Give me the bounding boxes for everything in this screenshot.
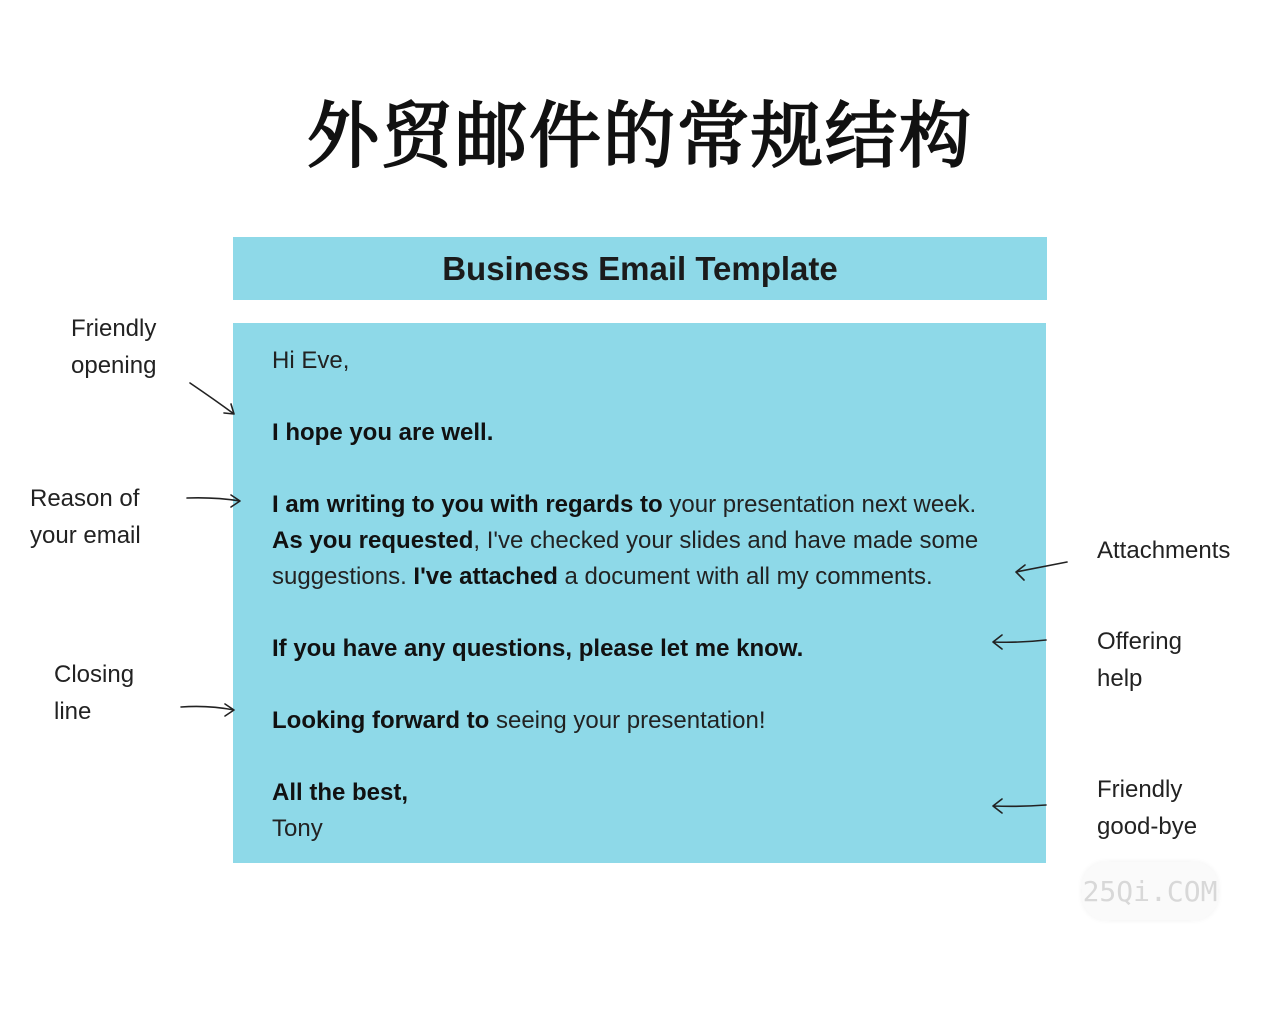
arrow-closing-line [181, 704, 234, 716]
watermark: 25Qi.COM [1082, 862, 1218, 920]
email-name: Tony [272, 815, 323, 842]
requested-bold: As you requested [272, 527, 474, 554]
page-title: 外贸邮件的常规结构 [306, 94, 973, 178]
label-line: line [54, 698, 92, 725]
closing-bold: Looking forward to [272, 707, 490, 734]
attached-rest: a document with all my comments. [557, 563, 933, 590]
email-greeting: Hi Eve, [272, 347, 350, 374]
arrow-offering-help [993, 635, 1046, 649]
reason-rest: your presentation next week. [662, 491, 977, 518]
arrow-reason [187, 495, 240, 507]
label-line: Friendly [71, 315, 157, 342]
help-text: If you have any questions, please let me know. [272, 635, 804, 662]
label-line: opening [71, 352, 157, 379]
opening-text: I hope you are well. [272, 419, 494, 446]
label-line: Offering [1097, 628, 1182, 655]
template-header-text: Business Email Template [442, 249, 838, 287]
arrow-friendly-goodbye [993, 799, 1046, 813]
label-line: help [1097, 665, 1143, 692]
label-line: your email [30, 522, 141, 549]
arrow-friendly-opening [190, 383, 234, 414]
label-line: good-bye [1097, 813, 1198, 840]
suggestions-start: suggestions. [272, 563, 414, 590]
requested-rest: , I've checked your slides and have made some [473, 527, 979, 554]
signoff-text: All the best, [272, 779, 409, 806]
label-line: Closing [54, 661, 135, 688]
arrow-attachments [1016, 562, 1067, 580]
attached-bold: I've attached [413, 563, 558, 590]
reason-bold: I am writing to you with regards to [272, 491, 663, 518]
label-line: Attachments [1097, 537, 1231, 564]
label-line: Friendly [1097, 776, 1183, 803]
closing-rest: seeing your presentation! [489, 707, 766, 734]
label-line: Reason of [30, 485, 140, 512]
